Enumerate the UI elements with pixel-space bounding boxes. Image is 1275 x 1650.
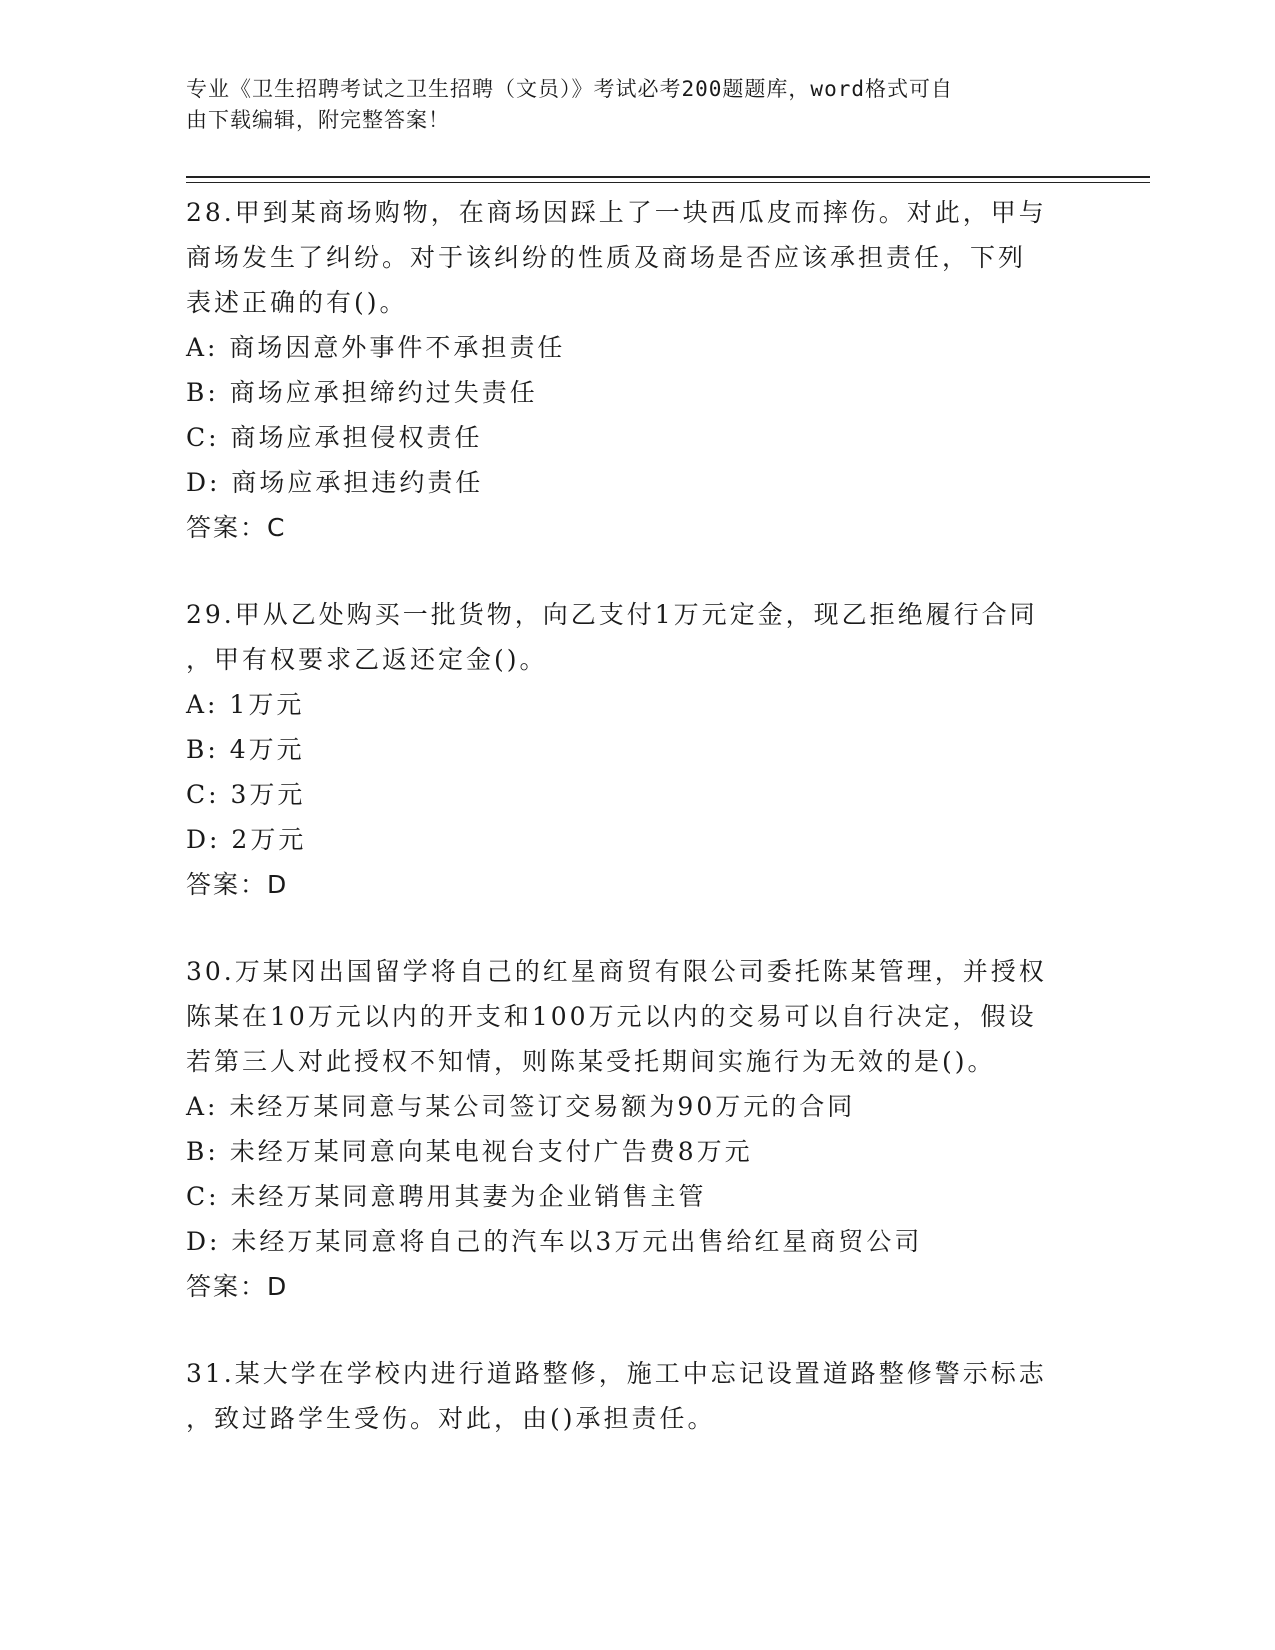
option-d: D: 2万元 [186,825,307,854]
option-a: A: 商场因意外事件不承担责任 [186,333,566,362]
header-line-1: 专业《卫生招聘考试之卫生招聘（文员）》考试必考200题题库，word格式可自 [186,77,953,101]
option-a: A: 1万元 [186,690,305,719]
header-line-2: 由下载编辑，附完整答案！ [186,108,450,132]
option-b: B: 商场应承担缔约过失责任 [186,378,538,407]
header-divider-thick [186,176,1150,178]
answer-label: 答案：D [186,1272,289,1301]
question-28 [186,190,1086,550]
question-text-line: 若第三人对此授权不知情，则陈某受托期间实施行为无效的是()。 [186,1047,996,1076]
question-list [186,190,1086,1441]
document-header [186,74,1066,136]
question-text-line: ，致过路学生受伤。对此，由()承担责任。 [186,1404,716,1433]
answer-label: 答案：C [186,513,287,542]
question-text-line: 陈某在10万元以内的开支和100万元以内的交易可以自行决定，假设 [186,1002,1037,1031]
question-29 [186,592,1086,907]
question-text-line: 29.甲从乙处购买一批货物，向乙支付1万元定金，现乙拒绝履行合同 [186,600,1038,629]
question-30 [186,949,1086,1309]
option-c: C: 3万元 [186,780,306,809]
question-text-line: ，甲有权要求乙返还定金()。 [186,645,548,674]
option-c: C: 未经万某同意聘用其妻为企业销售主管 [186,1182,707,1211]
question-text-line: 30.万某冈出国留学将自己的红星商贸有限公司委托陈某管理，并授权 [186,957,1047,986]
option-a: A: 未经万某同意与某公司签订交易额为90万元的合同 [186,1092,856,1121]
question-text-line: 31.某大学在学校内进行道路整修，施工中忘记设置道路整修警示标志 [186,1359,1047,1388]
option-c: C: 商场应承担侵权责任 [186,423,483,452]
question-31 [186,1351,1086,1441]
option-d: D: 商场应承担违约责任 [186,468,484,497]
question-text-line: 表述正确的有()。 [186,288,408,317]
option-b: B: 4万元 [186,735,305,764]
header-divider-thin [186,182,1150,183]
question-text-line: 28.甲到某商场购物，在商场因踩上了一块西瓜皮而摔伤。对此，甲与 [186,198,1047,227]
answer-label: 答案：D [186,870,289,899]
option-b: B: 未经万某同意向某电视台支付广告费8万元 [186,1137,753,1166]
option-d: D: 未经万某同意将自己的汽车以3万元出售给红星商贸公司 [186,1227,923,1256]
question-text-line: 商场发生了纠纷。对于该纠纷的性质及商场是否应该承担责任，下列 [186,243,1027,272]
